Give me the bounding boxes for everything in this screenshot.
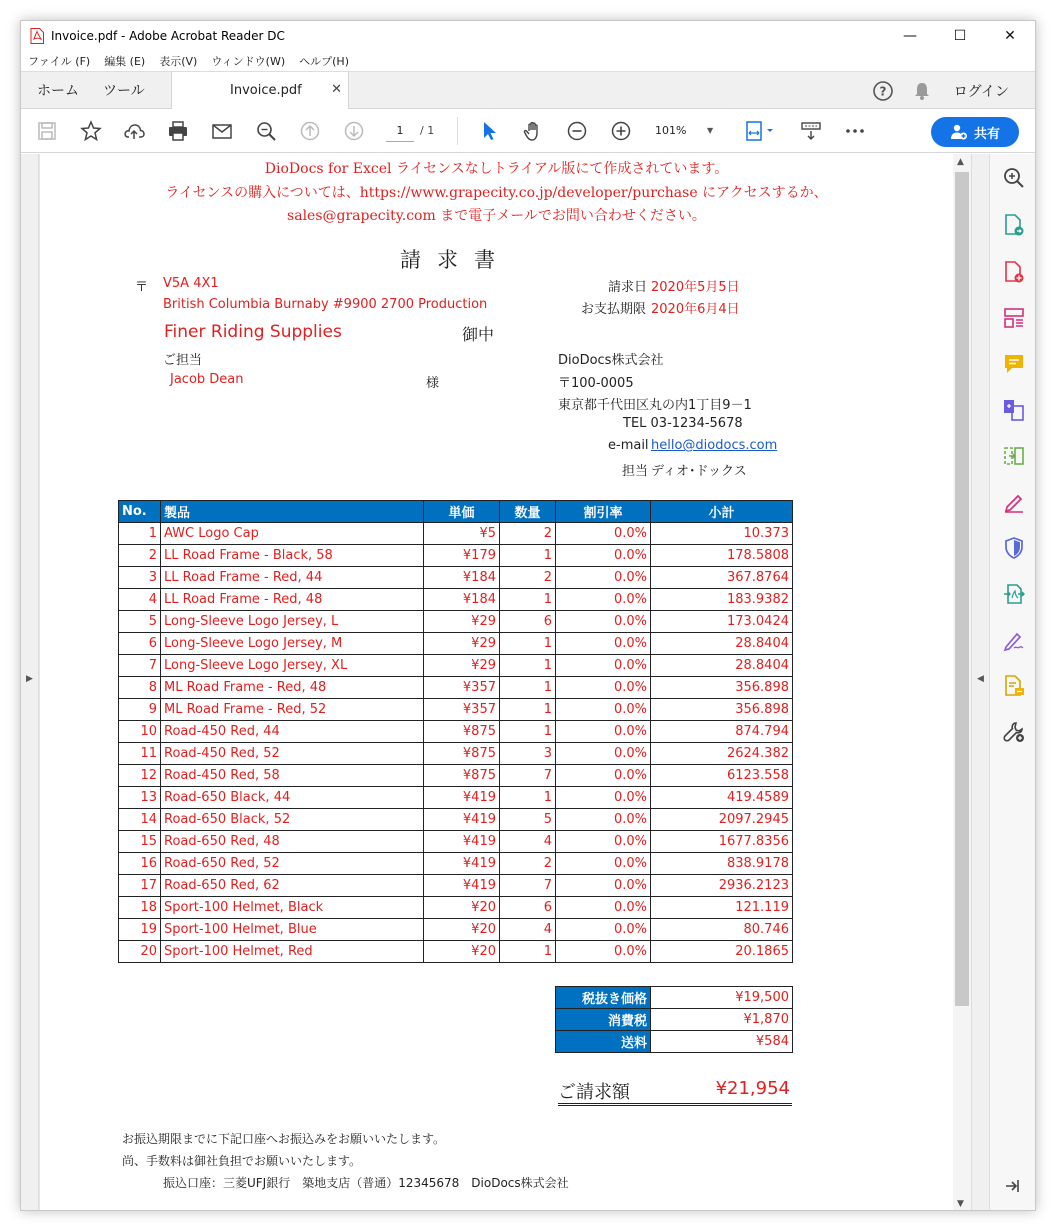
cell-product: Road-450 Red, 52 (161, 743, 424, 765)
cell-discount: 0.0% (556, 655, 651, 677)
search-zoom-tool-icon[interactable] (1002, 166, 1026, 190)
cell-subtotal: 419.4589 (651, 787, 793, 809)
cell-no: 11 (119, 743, 161, 765)
summary-value: ¥1,870 (651, 1009, 793, 1031)
due-date-label: お支払期限 (581, 302, 647, 317)
header-qty: 数量 (500, 501, 556, 523)
cell-discount: 0.0% (556, 721, 651, 743)
cell-subtotal: 80.746 (651, 919, 793, 941)
invoice-date-label: 請求日 (608, 280, 648, 295)
cell-discount: 0.0% (556, 523, 651, 545)
cell-no: 15 (119, 831, 161, 853)
cell-discount: 0.0% (556, 699, 651, 721)
more-options-icon[interactable] (843, 119, 867, 143)
cell-product: ML Road Frame - Red, 52 (161, 699, 424, 721)
cell-discount: 0.0% (556, 765, 651, 787)
company-name: DioDocs株式会社 (558, 353, 664, 368)
collapse-right-panel-icon[interactable]: ◀ (977, 674, 984, 684)
header-product: 製品 (161, 501, 424, 523)
export-pdf-icon[interactable] (1002, 213, 1026, 237)
cell-price: ¥875 (424, 765, 500, 787)
cell-price: ¥29 (424, 633, 500, 655)
vertical-scrollbar[interactable] (953, 154, 971, 1211)
cell-qty: 1 (500, 589, 556, 611)
table-row (119, 809, 793, 831)
cell-product: Road-650 Red, 62 (161, 875, 424, 897)
summary-label: 税抜き価格 (556, 987, 651, 1009)
select-cursor-icon[interactable] (477, 119, 501, 143)
footer-line-2: 尚、手数料は御社負担でお願いいたします。 (122, 1154, 362, 1168)
cell-discount: 0.0% (556, 809, 651, 831)
header-no: No. (119, 501, 161, 523)
cell-discount: 0.0% (556, 633, 651, 655)
cell-price: ¥29 (424, 655, 500, 677)
bell-icon[interactable] (912, 81, 932, 101)
toolbar-divider (457, 117, 458, 145)
combine-files-icon[interactable] (1002, 398, 1026, 422)
table-row (119, 853, 793, 875)
cell-qty: 1 (500, 699, 556, 721)
email-label: e-mail (608, 438, 649, 453)
cell-qty: 2 (500, 853, 556, 875)
menu-view[interactable]: 表示(V) (159, 55, 198, 68)
summary-label: 消費税 (556, 1009, 651, 1031)
table-row (119, 875, 793, 897)
cell-discount: 0.0% (556, 677, 651, 699)
sign-pen-icon[interactable] (1002, 628, 1026, 652)
cell-no: 4 (119, 589, 161, 611)
cell-product: Long-Sleeve Logo Jersey, M (161, 633, 424, 655)
tools-pane (989, 154, 1036, 1211)
cell-no: 13 (119, 787, 161, 809)
cell-product: Long-Sleeve Logo Jersey, L (161, 611, 424, 633)
print-icon[interactable] (166, 119, 190, 143)
summary-row (556, 1009, 793, 1031)
cell-product: Road-650 Black, 44 (161, 787, 424, 809)
collapse-tools-pane-icon[interactable] (1002, 1176, 1022, 1196)
cell-product: Road-650 Red, 48 (161, 831, 424, 853)
share-label: 共有 (973, 126, 1000, 142)
cell-subtotal: 2624.382 (651, 743, 793, 765)
cell-qty: 3 (500, 743, 556, 765)
cell-no: 7 (119, 655, 161, 677)
cell-price: ¥419 (424, 831, 500, 853)
cell-no: 8 (119, 677, 161, 699)
sama-label: 様 (426, 376, 440, 391)
cell-price: ¥419 (424, 787, 500, 809)
add-user-icon (950, 123, 968, 141)
tab-document-label: Invoice.pdf (230, 83, 302, 98)
save-icon[interactable] (35, 119, 59, 143)
cell-subtotal: 367.8764 (651, 567, 793, 589)
cell-price: ¥419 (424, 875, 500, 897)
send-for-signature-icon[interactable] (1002, 582, 1026, 606)
right-panel-toggle-rail (971, 154, 989, 1211)
cell-qty: 2 (500, 567, 556, 589)
summary-row (556, 1031, 793, 1053)
table-row (119, 567, 793, 589)
cell-subtotal: 183.9382 (651, 589, 793, 611)
header-discount: 割引率 (556, 501, 651, 523)
table-row (119, 633, 793, 655)
mail-icon[interactable] (210, 119, 234, 143)
header-subtotal: 小計 (651, 501, 793, 523)
minimize-button[interactable]: — (903, 28, 917, 44)
cell-discount: 0.0% (556, 853, 651, 875)
cell-price: ¥184 (424, 589, 500, 611)
cell-subtotal: 356.898 (651, 677, 793, 699)
total-value: ¥21,954 (715, 1078, 790, 1099)
cell-qty: 1 (500, 677, 556, 699)
cell-discount: 0.0% (556, 897, 651, 919)
total-box (558, 1074, 792, 1106)
cell-qty: 4 (500, 919, 556, 941)
cell-price: ¥357 (424, 699, 500, 721)
cloud-upload-icon[interactable] (122, 119, 146, 143)
cell-price: ¥20 (424, 941, 500, 963)
onchu-label: 御中 (462, 325, 495, 344)
customer-name: Finer Riding Supplies (164, 322, 342, 342)
cell-product: AWC Logo Cap (161, 523, 424, 545)
title-bar (21, 21, 1035, 51)
company-tel: TEL 03-1234-5678 (623, 416, 743, 431)
tab-document[interactable] (171, 72, 349, 110)
trial-notice-line-3: sales@grapecity.com まで電子メールでお問い合わせください。 (287, 208, 706, 224)
cell-no: 5 (119, 611, 161, 633)
cell-discount: 0.0% (556, 611, 651, 633)
table-row (119, 677, 793, 699)
table-row (119, 765, 793, 787)
cell-qty: 7 (500, 875, 556, 897)
cell-subtotal: 173.0424 (651, 611, 793, 633)
next-page-icon[interactable] (342, 119, 366, 143)
svg-text:?: ? (879, 84, 887, 99)
cell-qty: 4 (500, 831, 556, 853)
help-icon[interactable] (872, 80, 894, 102)
cell-no: 12 (119, 765, 161, 787)
menu-bar (21, 51, 1035, 71)
cell-product: LL Road Frame - Red, 48 (161, 589, 424, 611)
page-total: / 1 (420, 124, 435, 137)
cell-price: ¥875 (424, 721, 500, 743)
cell-price: ¥20 (424, 919, 500, 941)
cell-product: Road-450 Red, 58 (161, 765, 424, 787)
tab-bar (21, 71, 1035, 109)
scroll-up-icon[interactable]: ▲ (957, 157, 964, 167)
cell-no: 3 (119, 567, 161, 589)
cell-subtotal: 28.8404 (651, 655, 793, 677)
invoice-date: 2020年5月5日 (651, 280, 740, 295)
table-row (119, 589, 793, 611)
cell-no: 9 (119, 699, 161, 721)
table-row (119, 831, 793, 853)
cell-price: ¥184 (424, 567, 500, 589)
cell-no: 20 (119, 941, 161, 963)
cell-product: Sport-100 Helmet, Black (161, 897, 424, 919)
cell-subtotal: 2936.2123 (651, 875, 793, 897)
cell-price: ¥875 (424, 743, 500, 765)
zoom-select[interactable] (655, 120, 721, 142)
protect-shield-icon[interactable] (1002, 536, 1026, 560)
cell-discount: 0.0% (556, 589, 651, 611)
close-tab-icon[interactable]: ✕ (331, 82, 342, 97)
cell-no: 16 (119, 853, 161, 875)
cell-no: 19 (119, 919, 161, 941)
login-link[interactable]: ログイン (953, 84, 1009, 100)
cell-qty: 1 (500, 545, 556, 567)
cell-subtotal: 28.8404 (651, 633, 793, 655)
hand-tool-icon[interactable] (521, 119, 545, 143)
cell-price: ¥29 (424, 611, 500, 633)
email-link[interactable]: hello@diodocs.com (651, 438, 778, 453)
rep-label: 担当 (622, 464, 649, 479)
cell-price: ¥20 (424, 897, 500, 919)
scroll-down-icon[interactable]: ▼ (957, 1199, 964, 1209)
rep-name: ディオ･ドックス (651, 464, 747, 479)
cell-no: 18 (119, 897, 161, 919)
postal-mark: 〒 (135, 280, 149, 295)
table-row (119, 699, 793, 721)
trial-notice-line-1: DioDocs for Excel ライセンスなしトライアル版にて作成されています。 (264, 161, 729, 177)
page-number-input[interactable]: 1 (386, 120, 414, 142)
company-address: 東京都千代田区丸の内1丁目9－1 (558, 398, 752, 413)
expand-left-panel-icon[interactable]: ▶ (26, 674, 33, 684)
cell-subtotal: 874.794 (651, 721, 793, 743)
acrobat-window (20, 20, 1036, 1211)
previous-page-icon[interactable] (298, 119, 322, 143)
cell-no: 17 (119, 875, 161, 897)
tab-tools[interactable]: ツール (103, 83, 145, 99)
cell-qty: 2 (500, 523, 556, 545)
table-row (119, 523, 793, 545)
left-navigation-rail (21, 154, 39, 1211)
read-mode-icon[interactable] (799, 119, 823, 143)
cell-discount: 0.0% (556, 875, 651, 897)
cell-price: ¥357 (424, 677, 500, 699)
cell-qty: 1 (500, 721, 556, 743)
table-row (119, 919, 793, 941)
cell-product: Road-650 Red, 52 (161, 853, 424, 875)
menu-edit[interactable]: 編集 (E) (104, 55, 146, 68)
cell-product: Road-450 Red, 44 (161, 721, 424, 743)
invoice-title: 請求書 (400, 248, 511, 272)
summary-value: ¥584 (651, 1031, 793, 1053)
scrollbar-thumb[interactable] (955, 172, 969, 1006)
cell-product: Road-650 Black, 52 (161, 809, 424, 831)
table-row (119, 743, 793, 765)
table-row (119, 721, 793, 743)
cell-discount: 0.0% (556, 743, 651, 765)
cell-no: 1 (119, 523, 161, 545)
cell-price: ¥419 (424, 853, 500, 875)
cell-qty: 1 (500, 787, 556, 809)
table-row (119, 611, 793, 633)
zoom-in-icon[interactable] (609, 119, 633, 143)
line-items-table (118, 500, 793, 963)
zoom-out-icon[interactable] (565, 119, 589, 143)
edit-pdf-icon[interactable] (1002, 306, 1026, 330)
cell-product: LL Road Frame - Black, 58 (161, 545, 424, 567)
total-label: ご請求額 (558, 1082, 630, 1103)
cell-qty: 1 (500, 655, 556, 677)
fill-sign-icon[interactable] (1002, 490, 1026, 514)
menu-window[interactable]: ウィンドウ(W) (211, 55, 286, 68)
tab-home[interactable]: ホーム (37, 83, 79, 99)
cell-price: ¥5 (424, 523, 500, 545)
cell-subtotal: 838.9178 (651, 853, 793, 875)
toolbar (21, 109, 1035, 153)
tanto-label: ご担当 (163, 353, 203, 368)
cell-price: ¥179 (424, 545, 500, 567)
prepare-form-icon[interactable] (1002, 674, 1026, 698)
cell-discount: 0.0% (556, 567, 651, 589)
star-icon[interactable] (79, 119, 103, 143)
postal-code: V5A 4X1 (163, 276, 219, 291)
zoom-search-icon[interactable] (254, 119, 278, 143)
cell-subtotal: 2097.2945 (651, 809, 793, 831)
cell-subtotal: 356.898 (651, 699, 793, 721)
summary-table (555, 986, 793, 1053)
cell-qty: 7 (500, 765, 556, 787)
cell-qty: 1 (500, 941, 556, 963)
table-row (119, 545, 793, 567)
cell-product: ML Road Frame - Red, 48 (161, 677, 424, 699)
cell-product: LL Road Frame - Red, 44 (161, 567, 424, 589)
cell-no: 6 (119, 633, 161, 655)
cell-discount: 0.0% (556, 831, 651, 853)
cell-discount: 0.0% (556, 941, 651, 963)
table-row (119, 787, 793, 809)
table-header-row (119, 501, 793, 523)
cell-product: Sport-100 Helmet, Red (161, 941, 424, 963)
cell-subtotal: 20.1865 (651, 941, 793, 963)
summary-label: 送料 (556, 1031, 651, 1053)
table-row (119, 897, 793, 919)
cell-qty: 6 (500, 611, 556, 633)
pdf-page (40, 154, 953, 1211)
menu-help[interactable]: ヘルプ(H) (299, 55, 349, 68)
customer-address: British Columbia Burnaby #9900 2700 Production (163, 297, 488, 312)
cell-no: 10 (119, 721, 161, 743)
table-row (119, 941, 793, 963)
contact-name: Jacob Dean (170, 372, 244, 387)
menu-file[interactable]: ファイル (F) (28, 55, 91, 68)
cell-product: Sport-100 Helmet, Blue (161, 919, 424, 941)
table-row (119, 655, 793, 677)
cell-price: ¥419 (424, 809, 500, 831)
create-pdf-icon[interactable] (1002, 260, 1026, 284)
footer-line-1: お振込期限までに下記口座へお振込みをお願いいたします。 (122, 1132, 446, 1146)
close-window-button[interactable]: ✕ (1004, 28, 1016, 44)
footer-line-3: 振込口座：三菱UFJ銀行 築地支店（普通）12345678 DioDocs株式会社 (163, 1176, 569, 1190)
cell-subtotal: 6123.558 (651, 765, 793, 787)
summary-value: ¥19,500 (651, 987, 793, 1009)
more-tools-wrench-icon[interactable] (1002, 720, 1026, 744)
cell-discount: 0.0% (556, 545, 651, 567)
cell-subtotal: 10.373 (651, 523, 793, 545)
trial-notice-line-2: ライセンスの購入については、https://www.grapecity.co.jp/developer/purchase にアクセスするか、 (165, 185, 828, 201)
share-button[interactable] (931, 117, 1019, 147)
cell-subtotal: 121.119 (651, 897, 793, 919)
maximize-button[interactable]: ☐ (953, 28, 967, 44)
cell-no: 14 (119, 809, 161, 831)
line-items-body (119, 523, 793, 963)
cell-product: Long-Sleeve Logo Jersey, XL (161, 655, 424, 677)
cell-subtotal: 1677.8356 (651, 831, 793, 853)
cell-qty: 6 (500, 897, 556, 919)
cell-qty: 1 (500, 633, 556, 655)
cell-discount: 0.0% (556, 787, 651, 809)
cell-discount: 0.0% (556, 919, 651, 941)
cell-no: 2 (119, 545, 161, 567)
company-postal: 〒100-0005 (558, 376, 634, 391)
window-title: Invoice.pdf - Adobe Acrobat Reader DC (51, 29, 285, 43)
organize-pages-icon[interactable] (1002, 444, 1026, 468)
content-area (21, 154, 1035, 1211)
chevron-down-icon: ▼ (707, 126, 714, 135)
summary-row (556, 987, 793, 1009)
comment-icon[interactable] (1002, 352, 1026, 376)
due-date: 2020年6月4日 (651, 302, 740, 317)
fit-page-icon[interactable] (743, 119, 779, 143)
pdf-file-icon (30, 28, 44, 44)
cell-subtotal: 178.5808 (651, 545, 793, 567)
header-price: 単価 (424, 501, 500, 523)
zoom-value: 101% (655, 124, 687, 137)
cell-qty: 5 (500, 809, 556, 831)
